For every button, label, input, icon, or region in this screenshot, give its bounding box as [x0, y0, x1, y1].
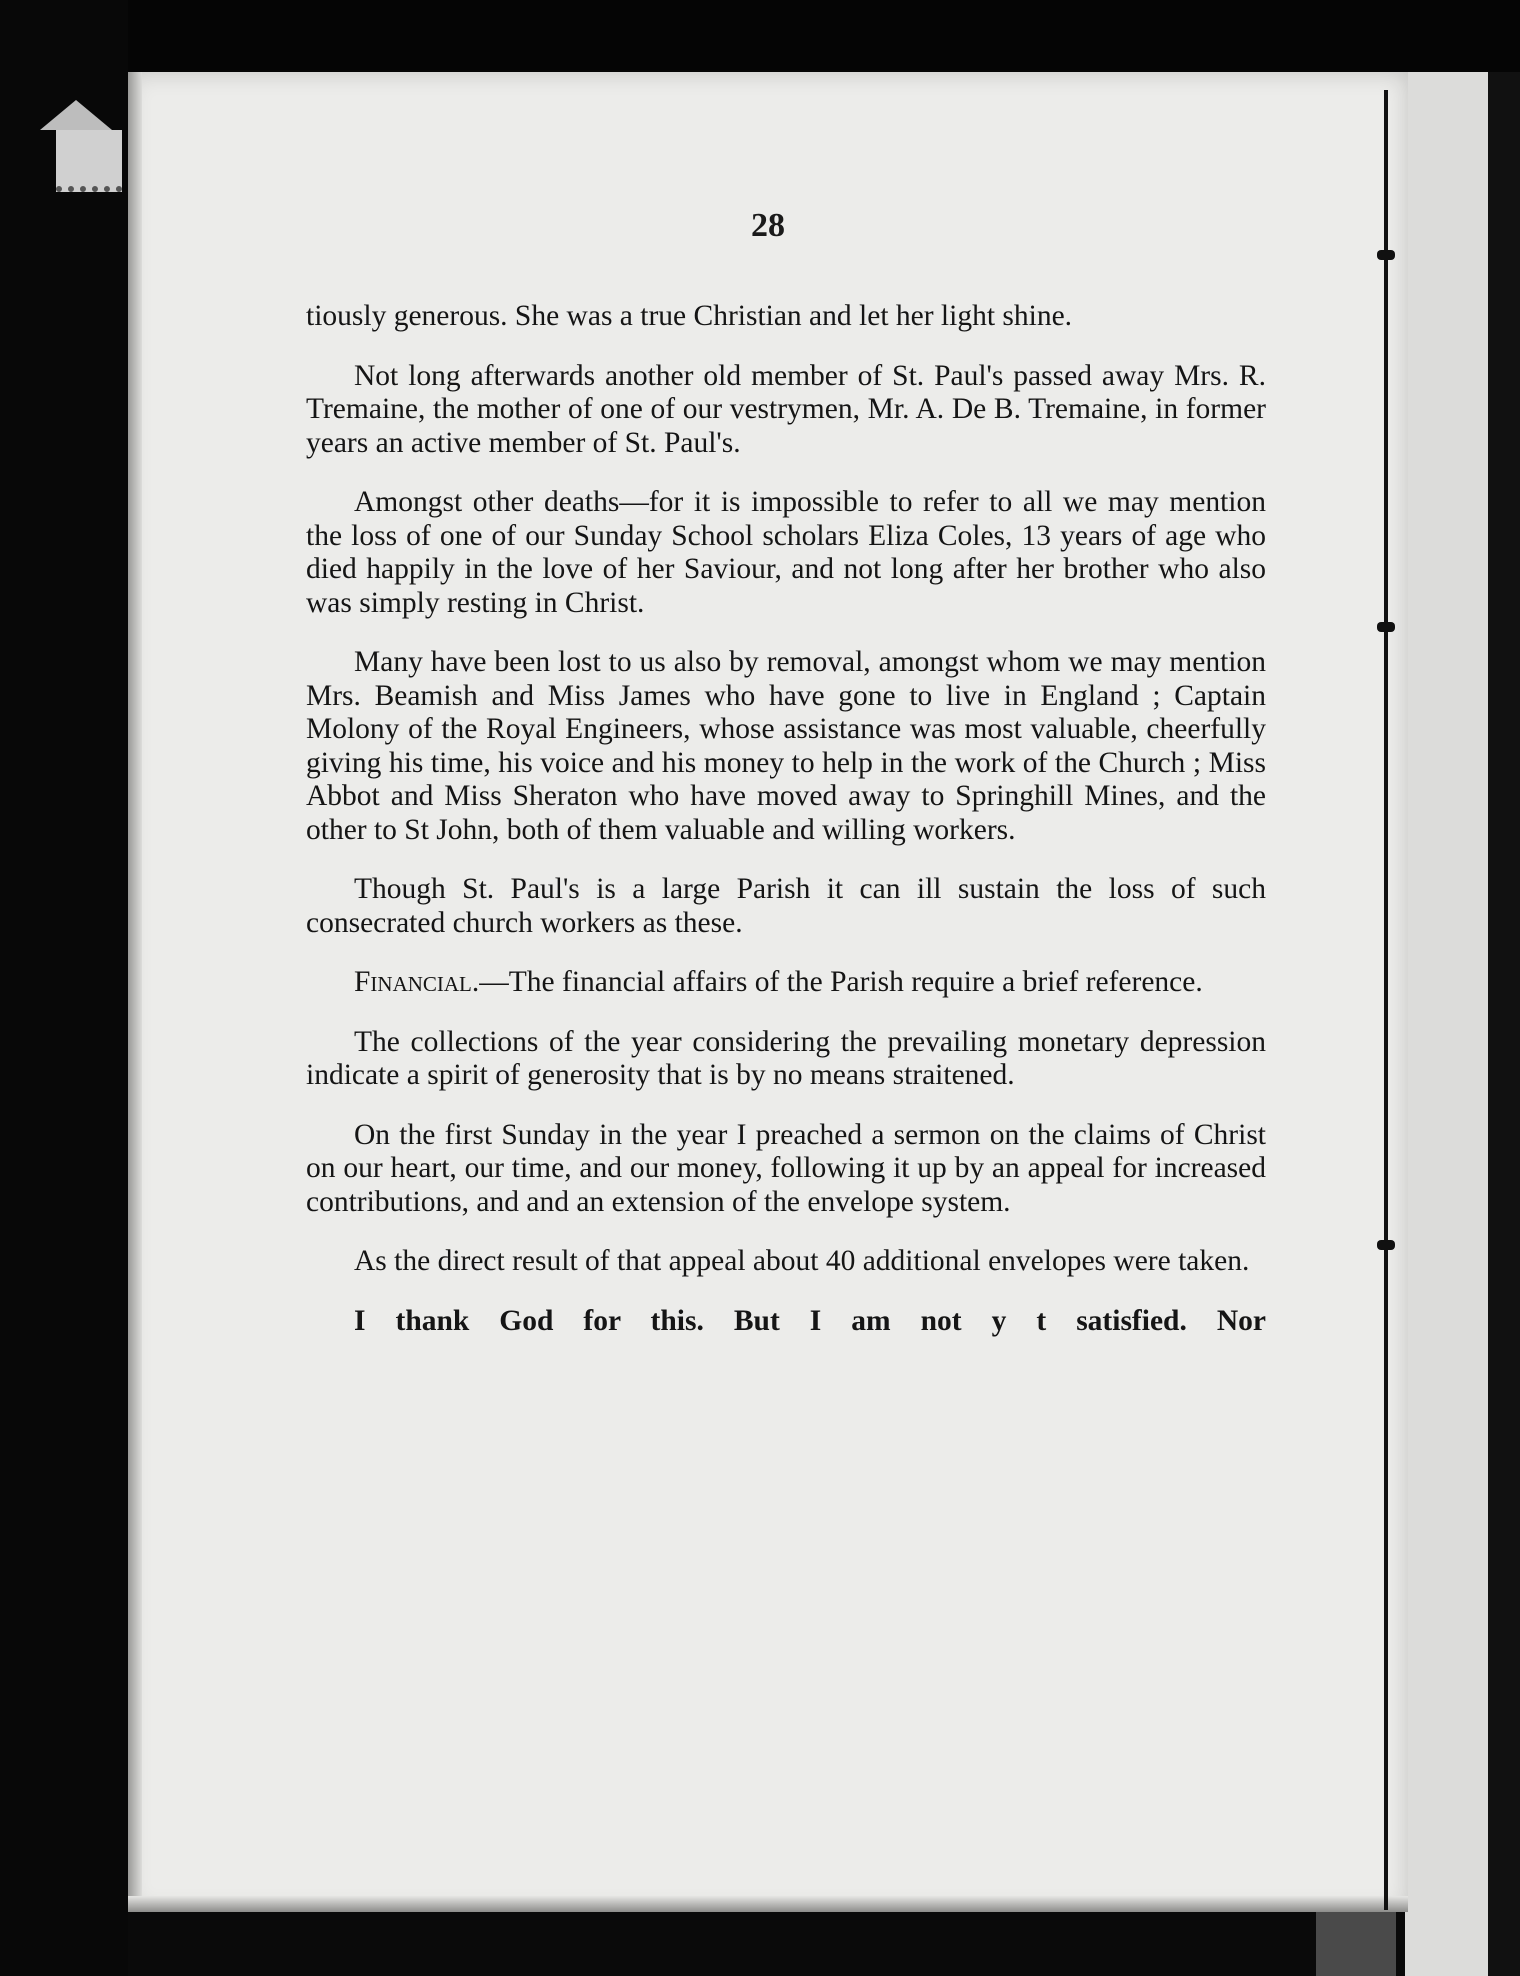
- paragraph-continuation: tiously generous. She was a true Christian and let her light shine.: [306, 300, 1073, 332]
- book-page: [128, 72, 1408, 1912]
- binding-thread: [1384, 90, 1388, 1910]
- paper-tab-body: [56, 130, 122, 192]
- book-gutter-shadow: [1488, 72, 1520, 1976]
- scan-background-left: [0, 0, 128, 1976]
- paragraph-financial: [306, 966, 1266, 1000]
- scan-background-top: [0, 0, 1520, 72]
- financial-heading: Financial.: [354, 966, 480, 998]
- paragraph-large-parish: Though St. Paul's is a large Parish it can ill sustain the loss of such consecrated church workers as these.: [306, 873, 1266, 939]
- paragraph-deaths: Amongst other deaths—for it is impossible to refer to all we may mention the loss of one of our Sunday School scholars Eliza Coles, 13 years of age who died happily in the love of her Saviour, and not long after her brother who also was simply resting in Christ.: [306, 486, 1266, 619]
- paragraph-envelopes: As the direct result of that appeal about 40 additional envelopes were taken.: [354, 1245, 1250, 1277]
- paper-tab-mark: [40, 100, 112, 130]
- paragraph-collections: The collections of the year considering the prevailing monetary depression indicate a spirit of generosity that is by no means straitened.: [306, 1025, 1266, 1091]
- page-bottom-edge: [128, 1896, 1408, 1912]
- page-body-text: [306, 300, 1266, 1364]
- paragraph-removal: Many have been lost to us also by removal, amongst whom we may mention Mrs. Beamish and Miss James who have gone to live in England ; Captain Molony of the Royal Engineers, whose assistance was most valuable, cheerfully giving his time, his voice and his money to help in the work of the Church ; Miss Abbot and Miss Sheraton who have moved away to Springhill Mines, and the other to St John, both of them valuable and willing workers.: [306, 646, 1266, 846]
- page-number: 28: [751, 207, 785, 244]
- page-left-edge: [128, 72, 142, 1912]
- financial-text: —The financial affairs of the Parish require a brief reference.: [479, 966, 1203, 998]
- binding-knot: [1377, 1240, 1395, 1250]
- paragraph-tremaine: Not long afterwards another old member of St. Paul's passed away Mrs. R. Tremaine, the mother of one of our vestrymen, Mr. A. De B. Tremaine, in former years an active member of St. Paul's.: [306, 359, 1266, 459]
- binding-knot: [1377, 622, 1395, 632]
- paragraph-last-line: I thank God for this. But I am not y t satisfied. Nor: [354, 1304, 1266, 1337]
- paragraph-sermon: On the first Sunday in the year I preached a sermon on the claims of Christ on our heart, our time, and our money, following it up by an appeal for increased contributions, and and an extension of the envelope system.: [306, 1118, 1266, 1218]
- binding-knot: [1377, 250, 1395, 260]
